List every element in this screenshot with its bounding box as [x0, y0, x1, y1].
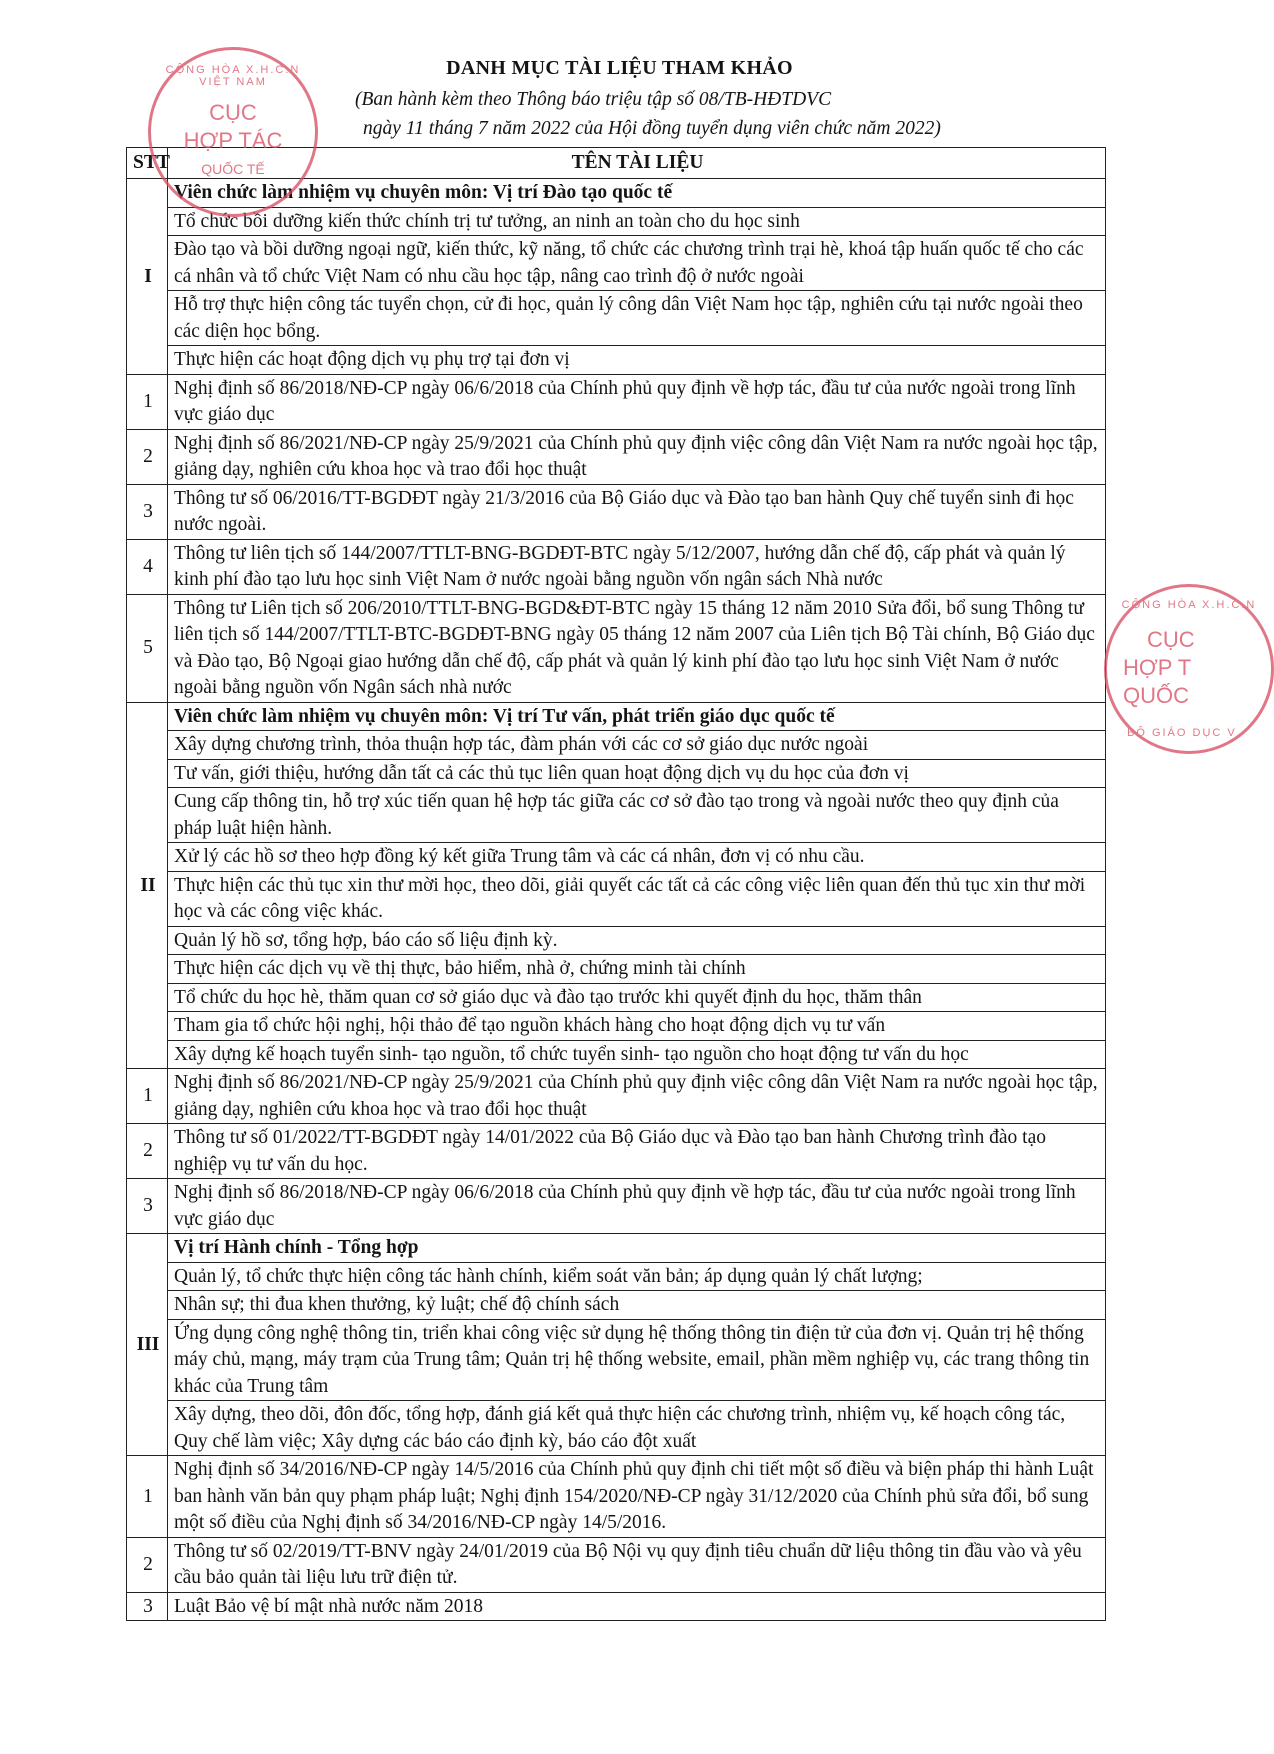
- task-description: Thực hiện các dịch vụ về thị thực, bảo hiểm, nhà ở, chứng minh tài chính: [168, 955, 1106, 984]
- document-number: 1: [127, 1456, 168, 1538]
- task-description: Đào tạo và bồi dưỡng ngoại ngữ, kiến thức, kỹ năng, tổ chức các chương trình trại hè, khoá tập huấn quốc tế cho các cá nhân và tổ chức Việt Nam có nhu cầu học tập, nâng cao trình độ ở nước ngoài: [168, 236, 1106, 291]
- task-row: [127, 983, 1106, 1012]
- task-row: [127, 1262, 1106, 1291]
- task-description: Tham gia tổ chức hội nghị, hội thảo để tạo nguồn khách hàng cho hoạt động dịch vụ tư vấn: [168, 1012, 1106, 1041]
- document-subtitle: [355, 85, 941, 143]
- subtitle-line-1: (Ban hành kèm theo Thông báo triệu tập số 08/TB-HĐTDVC: [355, 89, 832, 110]
- document-row: [127, 1179, 1106, 1234]
- task-description: Xây dựng chương trình, thỏa thuận hợp tác, đàm phán với các cơ sở giáo dục nước ngoài: [168, 731, 1106, 760]
- document-row: [127, 1592, 1106, 1621]
- document-row: [127, 374, 1106, 429]
- document-number: 3: [127, 1179, 168, 1234]
- section-heading: Viên chức làm nhiệm vụ chuyên môn: Vị trí Tư vấn, phát triển giáo dục quốc tế: [168, 702, 1106, 731]
- task-description: Tư vấn, giới thiệu, hướng dẫn tất cả các thủ tục liên quan hoạt động dịch vụ du học của đơn vị: [168, 759, 1106, 788]
- task-description: Nhân sự; thi đua khen thưởng, kỷ luật; chế độ chính sách: [168, 1291, 1106, 1320]
- document-title-cell: Nghị định số 34/2016/NĐ-CP ngày 14/5/2016 của Chính phủ quy định chi tiết một số điều và biện pháp thi hành Luật ban hành văn bản quy phạm pháp luật; Nghị định 154/2020/NĐ-CP ngày 31/12/2020 của Chính phủ sửa đổi, bổ sung một số điều của Nghị định số 34/2016/NĐ-CP ngày 14/5/2016.: [168, 1456, 1106, 1538]
- reference-table: [126, 147, 1106, 1621]
- task-row: [127, 1040, 1106, 1069]
- task-row: [127, 236, 1106, 291]
- document-title-cell: Thông tư số 06/2016/TT-BGDĐT ngày 21/3/2016 của Bộ Giáo dục và Đào tạo ban hành Quy chế tuyển sinh đi học nước ngoài.: [168, 484, 1106, 539]
- task-row: [127, 346, 1106, 375]
- document-row: [127, 1456, 1106, 1538]
- task-description: Cung cấp thông tin, hỗ trợ xúc tiến quan hệ hợp tác giữa các cơ sở đào tạo trong và ngoài nước theo quy định của pháp luật hiện hành.: [168, 788, 1106, 843]
- document-number: 5: [127, 594, 168, 702]
- document-title: DANH MỤC TÀI LIỆU THAM KHẢO: [446, 57, 793, 79]
- task-description: Quản lý hồ sơ, tổng hợp, báo cáo số liệu định kỳ.: [168, 926, 1106, 955]
- document-title-cell: Thông tư liên tịch số 144/2007/TTLT-BNG-BGDĐT-BTC ngày 5/12/2007, hướng dẫn chế độ, cấp phát và quản lý kinh phí đào tạo lưu học sinh Việt Nam ở nước ngoài bằng nguồn vốn ngân sách Nhà nước: [168, 539, 1106, 594]
- task-row: [127, 843, 1106, 872]
- task-description: Hỗ trợ thực hiện công tác tuyển chọn, cử đi học, quản lý công dân Việt Nam học tập, nghiên cứu tại nước ngoài theo các diện học bổng.: [168, 291, 1106, 346]
- document-number: 3: [127, 1592, 168, 1621]
- document-number: 2: [127, 1124, 168, 1179]
- task-description: Tổ chức du học hè, thăm quan cơ sở giáo dục và đào tạo trước khi quyết định du học, thăm thân: [168, 983, 1106, 1012]
- document-row: [127, 1537, 1106, 1592]
- section-heading: Viên chức làm nhiệm vụ chuyên môn: Vị trí Đào tạo quốc tế: [168, 179, 1106, 208]
- task-description: Quản lý, tổ chức thực hiện công tác hành chính, kiểm soát văn bản; áp dụng quản lý chất lượng;: [168, 1262, 1106, 1291]
- document-row: [127, 429, 1106, 484]
- document-row: [127, 1069, 1106, 1124]
- document-title-cell: Luật Bảo vệ bí mật nhà nước năm 2018: [168, 1592, 1106, 1621]
- document-number: 2: [127, 429, 168, 484]
- task-description: Tổ chức bồi dưỡng kiến thức chính trị tư tưởng, an ninh an toàn cho du học sinh: [168, 207, 1106, 236]
- header-name: TÊN TÀI LIỆU: [168, 148, 1106, 179]
- document-number: 1: [127, 1069, 168, 1124]
- header-stt: STT: [127, 148, 168, 179]
- red-seal-right: CỘNG HÒA X.H.C.N CỤC HỢP T QUỐC BỘ GIÁO DỤC V: [1104, 584, 1274, 754]
- document-row: [127, 484, 1106, 539]
- red-seal-left: CỘNG HÒA X.H.C.N VIỆT NAM CỤC HỢP TÁC QUỐC TẾ: [148, 47, 318, 217]
- task-row: [127, 955, 1106, 984]
- task-row: [127, 1291, 1106, 1320]
- document-title-cell: Nghị định số 86/2021/NĐ-CP ngày 25/9/2021 của Chính phủ quy định việc công dân Việt Nam ra nước ngoài học tập, giảng dạy, nghiên cứu khoa học và trao đổi học thuật: [168, 1069, 1106, 1124]
- task-row: [127, 926, 1106, 955]
- task-row: [127, 1012, 1106, 1041]
- task-row: [127, 788, 1106, 843]
- task-description: Thực hiện các hoạt động dịch vụ phụ trợ tại đơn vị: [168, 346, 1106, 375]
- section-heading-row: [127, 1234, 1106, 1263]
- document-number: 3: [127, 484, 168, 539]
- task-description: Xây dựng, theo dõi, đôn đốc, tổng hợp, đánh giá kết quả thực hiện các chương trình, nhiệm vụ, kế hoạch công tác, Quy chế làm việc; Xây dựng các báo cáo định kỳ, báo cáo đột xuất: [168, 1401, 1106, 1456]
- document-title-cell: Nghị định số 86/2018/NĐ-CP ngày 06/6/2018 của Chính phủ quy định về hợp tác, đầu tư của nước ngoài trong lĩnh vực giáo dục: [168, 1179, 1106, 1234]
- section-heading: Vị trí Hành chính - Tổng hợp: [168, 1234, 1106, 1263]
- document-number: 2: [127, 1537, 168, 1592]
- section-heading-row: [127, 702, 1106, 731]
- document-row: [127, 594, 1106, 702]
- task-row: [127, 731, 1106, 760]
- document-row: [127, 539, 1106, 594]
- task-row: [127, 291, 1106, 346]
- task-row: [127, 207, 1106, 236]
- section-number: III: [127, 1234, 168, 1456]
- table-body: [127, 179, 1106, 1621]
- section-number: I: [127, 179, 168, 375]
- document-title-cell: Thông tư số 01/2022/TT-BGDĐT ngày 14/01/2022 của Bộ Giáo dục và Đào tạo ban hành Chương trình đào tạo nghiệp vụ tư vấn du học.: [168, 1124, 1106, 1179]
- task-description: Xử lý các hồ sơ theo hợp đồng ký kết giữa Trung tâm và các cá nhân, đơn vị có nhu cầu.: [168, 843, 1106, 872]
- document-row: [127, 1124, 1106, 1179]
- document-title-cell: Nghị định số 86/2021/NĐ-CP ngày 25/9/2021 của Chính phủ quy định việc công dân Việt Nam ra nước ngoài học tập, giảng dạy, nghiên cứu khoa học và trao đổi học thuật: [168, 429, 1106, 484]
- task-row: [127, 759, 1106, 788]
- task-description: Thực hiện các thủ tục xin thư mời học, theo dõi, giải quyết các tất cả các công việc liên quan đến thủ tục xin thư mời học và các công việc khác.: [168, 871, 1106, 926]
- document-title-cell: Nghị định số 86/2018/NĐ-CP ngày 06/6/2018 của Chính phủ quy định về hợp tác, đầu tư của nước ngoài trong lĩnh vực giáo dục: [168, 374, 1106, 429]
- document-number: 1: [127, 374, 168, 429]
- task-row: [127, 1401, 1106, 1456]
- document-title-cell: Thông tư số 02/2019/TT-BNV ngày 24/01/2019 của Bộ Nội vụ quy định tiêu chuẩn dữ liệu thông tin đầu vào và yêu cầu bảo quản tài liệu lưu trữ điện tử.: [168, 1537, 1106, 1592]
- task-description: Ứng dụng công nghệ thông tin, triển khai công việc sử dụng hệ thống thông tin điện tử của đơn vị. Quản trị hệ thống máy chủ, mạng, máy trạm của Trung tâm; Quản trị hệ thống website, email, phần mềm nghiệp vụ, các trang thông tin khác của Trung tâm: [168, 1319, 1106, 1401]
- task-description: Xây dựng kế hoạch tuyển sinh- tạo nguồn, tổ chức tuyển sinh- tạo nguồn cho hoạt động tư vấn du học: [168, 1040, 1106, 1069]
- task-row: [127, 871, 1106, 926]
- document-title-cell: Thông tư Liên tịch số 206/2010/TTLT-BNG-BGD&ĐT-BTC ngày 15 tháng 12 năm 2010 Sửa đổi, bổ sung Thông tư liên tịch số 144/2007/TTLT-BTC-BGDĐT-BNG ngày 05 tháng 12 năm 2007 của Liên tịch Bộ Tài chính, Bộ Giáo dục và Đào tạo, Bộ Ngoại giao hướng dẫn chế độ, cấp phát và quản lý kinh phí đào tạo lưu học sinh Việt Nam ở nước ngoài bằng nguồn vốn Ngân sách nhà nước: [168, 594, 1106, 702]
- task-row: [127, 1319, 1106, 1401]
- document-number: 4: [127, 539, 168, 594]
- section-number: II: [127, 702, 168, 1069]
- subtitle-line-2: ngày 11 tháng 7 năm 2022 của Hội đồng tuyển dụng viên chức năm 2022): [363, 118, 941, 139]
